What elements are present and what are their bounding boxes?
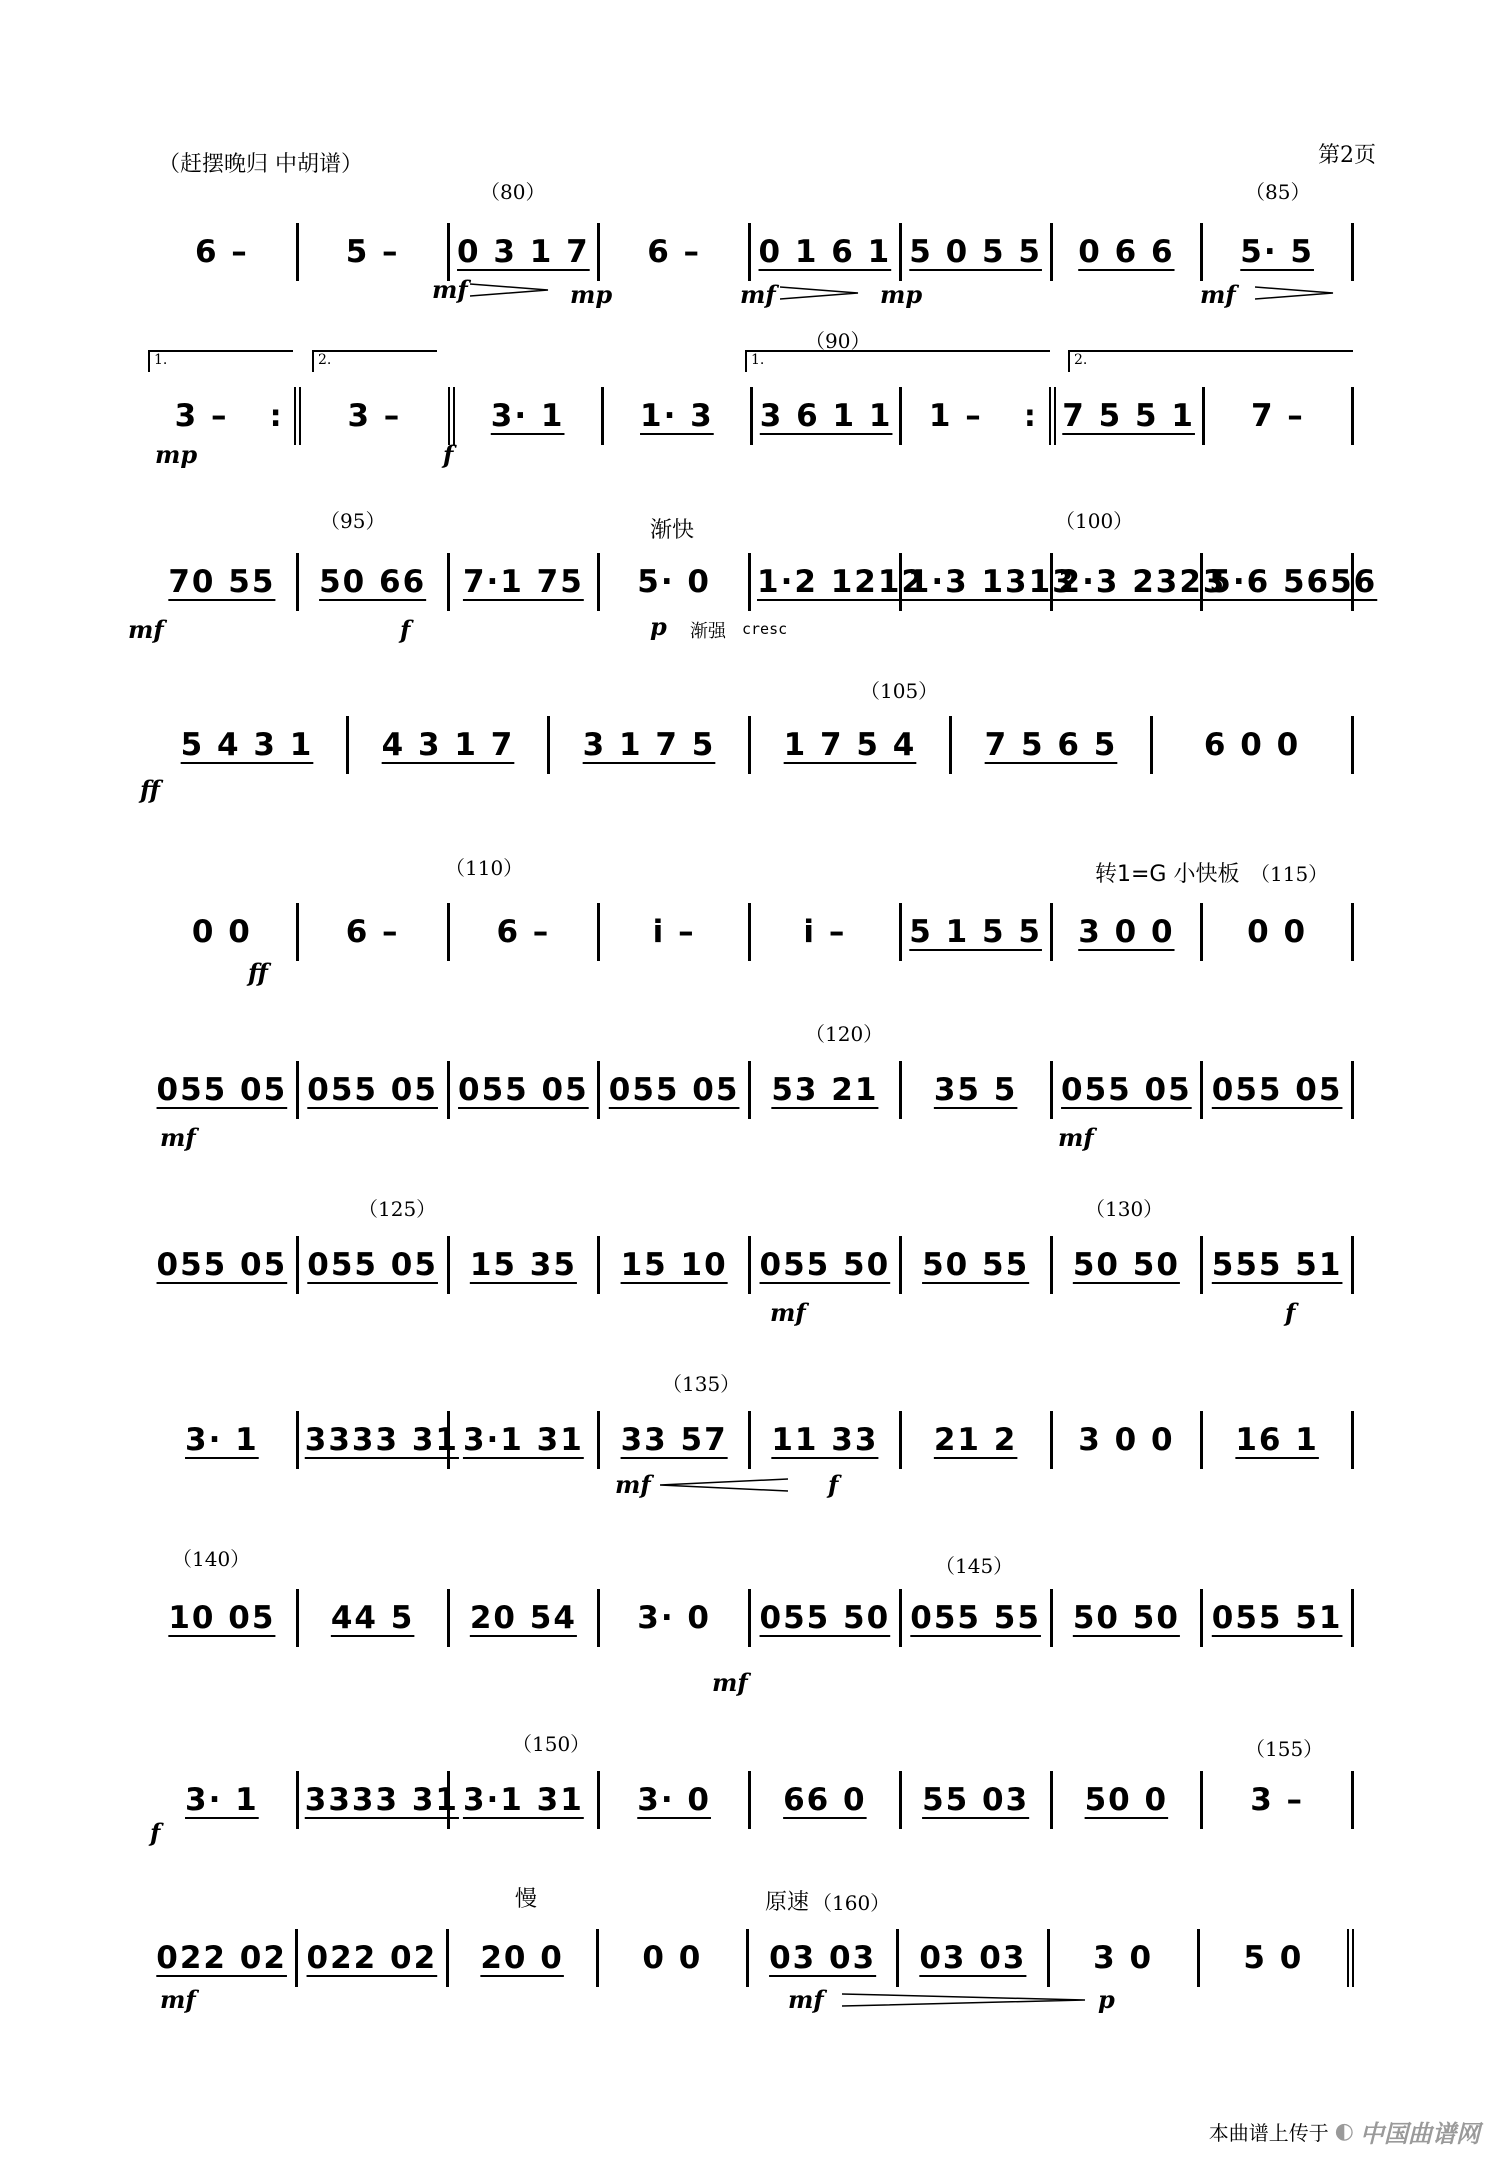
note-group: 055 55 <box>910 1600 1041 1636</box>
note-group: 55 03 <box>922 1782 1030 1818</box>
note-group: 055 50 <box>759 1247 891 1283</box>
note-group: 3·1 31 <box>462 1422 584 1458</box>
dynamic-mf: mf <box>160 1985 196 2014</box>
note-group: 1 – <box>928 398 983 434</box>
decrescendo-hairpin <box>842 1992 1087 2008</box>
note-group: 022 02 <box>306 1940 438 1976</box>
volta-second: 2. <box>1068 350 1353 372</box>
dynamic-f: f <box>1285 1298 1296 1327</box>
measure-number-120: （120） <box>805 1022 884 1046</box>
note-group: 3· 1 <box>490 398 565 434</box>
note-group: 5· 0 <box>637 564 711 600</box>
note-group: 055 05 <box>608 1072 740 1108</box>
tempo-slow: 慢 <box>515 1887 538 1912</box>
note-group: 20 0 <box>480 1940 564 1976</box>
note-group: 3 1 7 5 <box>582 727 716 763</box>
note-group: 5 4 3 1 <box>180 727 314 763</box>
dynamic-mf: mf <box>160 1123 196 1152</box>
note-group: 20 54 <box>469 1600 577 1636</box>
note-group: 0 6 6 <box>1078 234 1175 270</box>
measure-number-95: （95） <box>320 509 386 533</box>
dynamic-mf: mf <box>740 280 776 309</box>
tempo-a-tempo: 原速 <box>765 1890 810 1915</box>
note-group: 7 – <box>1250 398 1305 434</box>
measure-number-135: （135） <box>662 1372 741 1396</box>
note-group: 6 0 0 <box>1203 727 1301 763</box>
staff-system-11 <box>148 1928 1354 1988</box>
note-group: 3 0 <box>1093 1940 1154 1976</box>
note-group: 3333 31 <box>304 1782 459 1818</box>
note-group: 50 50 <box>1072 1600 1180 1636</box>
crescendo-text-cn: 渐强 <box>690 621 726 642</box>
dynamic-mf: mf <box>712 1668 748 1697</box>
note-group: 055 51 <box>1211 1600 1343 1636</box>
page-number: 第2页 <box>1318 143 1376 168</box>
measure-number-105: （105） <box>860 679 939 703</box>
brand-logo-icon: ◐ <box>1334 2119 1354 2144</box>
dynamic-f: f <box>150 1818 161 1847</box>
note-group: i – <box>652 914 696 950</box>
note-group: 5· 5 <box>1240 234 1314 270</box>
note-group: 5·6 5656 <box>1209 564 1378 600</box>
note-group: 5 0 <box>1243 1940 1304 1976</box>
dynamic-f: f <box>443 440 454 469</box>
note-group: 0 0 <box>191 914 252 950</box>
decrescendo-hairpin <box>470 282 550 298</box>
dynamic-mf: mf <box>788 1985 824 2014</box>
dynamic-mf: mf <box>432 275 468 304</box>
note-group: 16 1 <box>1235 1422 1319 1458</box>
staff-system-10 <box>148 1770 1354 1830</box>
crescendo-text-en: cresc <box>742 620 788 638</box>
staff-system-3 <box>148 552 1378 612</box>
note-group: 3·1 31 <box>462 1782 584 1818</box>
note-group: 6 – <box>496 914 551 950</box>
staff-system-2 <box>148 386 1354 446</box>
key-change-tempo: 转1=G 小快板 <box>1095 862 1240 887</box>
note-group: 03 03 <box>769 1940 877 1976</box>
note-group: 055 05 <box>1211 1072 1343 1108</box>
note-group: 50 55 <box>922 1247 1030 1283</box>
note-group: 3· 0 <box>637 1782 711 1818</box>
note-group: 50 50 <box>1072 1247 1180 1283</box>
dynamic-mp: mp <box>155 440 198 469</box>
dynamic-p: p <box>650 612 667 641</box>
note-group: 15 10 <box>620 1247 728 1283</box>
note-group: 3 – <box>174 398 229 434</box>
note-group: 03 03 <box>919 1940 1027 1976</box>
measure-number-80: （80） <box>480 180 546 204</box>
note-group: 5 1 5 5 <box>909 914 1042 950</box>
upload-text: 本曲谱上传于 <box>1208 2121 1329 2145</box>
score-title: （赶摆晚归 中胡谱） <box>158 152 363 177</box>
note-group: 6 – <box>194 234 249 270</box>
note-group: 055 05 <box>156 1072 288 1108</box>
measure-number-155: （155） <box>1245 1737 1324 1761</box>
staff-system-4 <box>148 715 1354 775</box>
measure-number-130: （130） <box>1085 1197 1164 1221</box>
note-group: 10 05 <box>168 1600 276 1636</box>
note-group: 3· 1 <box>185 1422 259 1458</box>
note-group: 50 0 <box>1084 1782 1169 1818</box>
note-group: 4 3 1 7 <box>381 727 515 763</box>
measure-number-145: （145） <box>935 1554 1014 1578</box>
note-group: 055 05 <box>458 1072 589 1108</box>
note-group: 555 51 <box>1211 1247 1343 1283</box>
dynamic-mp: mp <box>880 280 923 309</box>
site-brand[interactable]: 中国曲谱网 <box>1360 2120 1480 2148</box>
note-group: 5 0 5 5 <box>909 234 1042 270</box>
note-group: 7 5 6 5 <box>984 727 1118 763</box>
note-group: 1 7 5 4 <box>783 727 917 763</box>
dynamic-p: p <box>1098 1985 1115 2014</box>
note-group: 055 05 <box>307 1072 438 1108</box>
measure-number-160: （160） <box>812 1891 891 1915</box>
note-group: 3 0 0 <box>1078 914 1175 950</box>
note-group: 0 0 <box>642 1940 703 1976</box>
decrescendo-hairpin <box>780 285 860 301</box>
note-group: 3 0 0 <box>1078 1422 1175 1458</box>
note-group: 5 – <box>345 234 400 270</box>
note-group: 35 5 <box>933 1072 1018 1108</box>
note-group: 3 – <box>347 398 402 434</box>
note-group: 0 0 <box>1247 914 1308 950</box>
volta-first: 1. <box>148 350 293 372</box>
measure-number-85: （85） <box>1245 180 1311 204</box>
decrescendo-hairpin <box>1255 285 1335 301</box>
dynamic-ff: ff <box>248 958 268 987</box>
note-group: 33 57 <box>620 1422 728 1458</box>
measure-number-140: （140） <box>172 1547 251 1571</box>
note-group: 022 02 <box>156 1940 287 1976</box>
note-group: 44 5 <box>330 1600 415 1636</box>
staff-system-8 <box>148 1410 1354 1470</box>
measure-number-100: （100） <box>1055 509 1134 533</box>
note-group: 21 2 <box>933 1422 1018 1458</box>
volta-second: 2. <box>312 350 437 372</box>
note-group: 11 33 <box>771 1422 879 1458</box>
note-group: 50 66 <box>319 564 427 600</box>
note-group: 055 05 <box>307 1247 438 1283</box>
note-group: 055 05 <box>156 1247 288 1283</box>
note-group: 66 0 <box>783 1782 867 1818</box>
note-group: 1·3 1313 <box>907 564 1076 600</box>
note-group: 2·3 2323 <box>1058 564 1227 600</box>
note-group: i – <box>803 914 847 950</box>
measure-number-90: （90） <box>805 329 871 353</box>
dynamic-mf: mf <box>1058 1123 1094 1152</box>
staff-system-6 <box>148 1060 1354 1120</box>
note-group: 7·1 75 <box>462 564 584 600</box>
note-group: 3· 0 <box>637 1600 711 1636</box>
note-group: 3 – <box>1250 1782 1305 1818</box>
note-group: 53 21 <box>771 1072 879 1108</box>
dynamic-mf: mf <box>615 1470 651 1499</box>
staff-system-5 <box>148 902 1354 962</box>
dynamic-ff: ff <box>140 775 160 804</box>
tempo-accelerando: 渐快 <box>650 518 695 543</box>
note-group: 6 – <box>345 914 400 950</box>
note-group: 1· 3 <box>640 398 714 434</box>
dynamic-mf: mf <box>128 615 164 644</box>
dynamic-f: f <box>400 615 411 644</box>
dynamic-mf: mf <box>770 1298 806 1327</box>
dynamic-mp: mp <box>570 280 613 309</box>
note-group: 055 05 <box>1061 1072 1192 1108</box>
crescendo-hairpin <box>660 1477 790 1493</box>
note-group: 6 – <box>647 234 702 270</box>
measure-number-150: （150） <box>512 1732 591 1756</box>
note-group: 3 6 1 1 <box>759 398 893 434</box>
note-group: 055 50 <box>759 1600 891 1636</box>
note-group: 15 35 <box>469 1247 577 1283</box>
dynamic-f: f <box>828 1470 839 1499</box>
dynamic-mf: mf <box>1200 280 1236 309</box>
note-group: 1·2 1212 <box>757 564 925 600</box>
measure-number-115: （115） <box>1250 862 1329 886</box>
staff-system-7 <box>148 1235 1354 1295</box>
note-group: 70 55 <box>168 564 276 600</box>
note-group: 0 3 1 7 <box>457 234 590 270</box>
note-group: 0 1 6 1 <box>758 234 892 270</box>
staff-system-1 <box>148 222 1354 282</box>
measure-number-125: （125） <box>358 1197 437 1221</box>
staff-system-9 <box>148 1588 1354 1648</box>
note-group: 3· 1 <box>185 1782 259 1818</box>
note-group: 3333 31 <box>304 1422 459 1458</box>
footer <box>1209 2114 1480 2149</box>
note-group: 7 5 5 1 <box>1062 398 1195 434</box>
measure-number-110: （110） <box>445 856 524 880</box>
volta-first: 1. <box>745 350 1050 372</box>
